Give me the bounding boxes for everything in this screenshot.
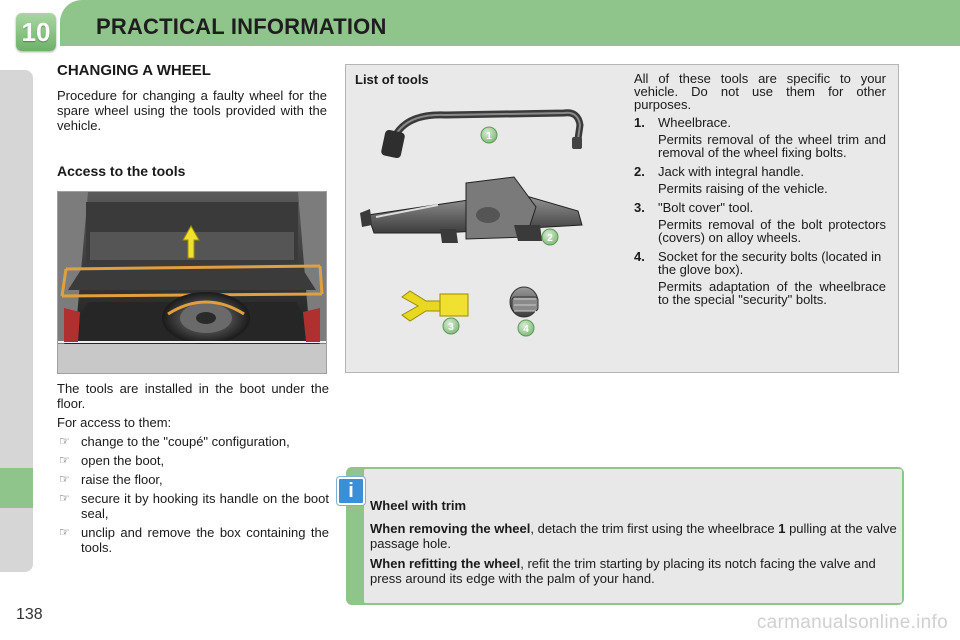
list-item <box>57 491 329 521</box>
svg-text:1: 1 <box>486 131 492 142</box>
tool-number: 4. <box>634 249 645 264</box>
list-item <box>57 472 329 487</box>
boot-photo <box>57 191 327 374</box>
tool-name: Wheelbrace. <box>658 115 731 130</box>
access-location-text: The tools are installed in the boot under the floor. <box>57 381 329 411</box>
removing-ref: 1 <box>778 521 786 536</box>
info-icon: i <box>337 477 365 505</box>
info-refitting-paragraph <box>370 556 898 586</box>
step-text: unclip and remove the box containing the tools. <box>81 525 329 555</box>
tool-number: 3. <box>634 200 645 215</box>
security-socket-image <box>510 287 538 317</box>
tools-panel <box>345 64 899 373</box>
step-text: raise the floor, <box>81 472 163 487</box>
page-number: 138 <box>16 606 43 623</box>
pointing-hand-icon: ☞ <box>59 491 70 505</box>
chapter-badge: 10 <box>16 13 56 51</box>
info-text <box>370 498 898 591</box>
callout-badge-2 <box>542 229 558 245</box>
refitting-label: When refitting the wheel <box>370 556 521 571</box>
side-rail-bottom <box>0 508 33 572</box>
tools-heading: List of tools <box>355 72 429 87</box>
tool-desc: Permits raising of the vehicle. <box>658 181 828 196</box>
list-item <box>57 525 329 555</box>
tools-lead-text: All of these tools are specific to your vehicle. Do not use them for other purposes. <box>634 71 886 112</box>
pointing-hand-icon: ☞ <box>59 434 70 448</box>
tool-item-bolt-cover-tool <box>634 201 886 244</box>
svg-text:2: 2 <box>547 233 553 244</box>
pointing-hand-icon: ☞ <box>59 472 70 486</box>
list-item <box>57 453 329 468</box>
tool-item-jack <box>634 165 886 195</box>
tools-illustration <box>346 65 636 365</box>
tool-name: Socket for the security bolts (located in the glove box). <box>658 249 882 277</box>
chapter-title: PRACTICAL INFORMATION <box>96 14 387 39</box>
side-rail-top <box>0 70 33 468</box>
tools-description <box>634 72 886 312</box>
tool-item-wheelbrace <box>634 116 886 159</box>
watermark: carmanualsonline.info <box>756 612 948 633</box>
step-text: open the boot, <box>81 453 165 468</box>
boot-illustration <box>58 192 326 373</box>
intro-text: Procedure for changing a faulty wheel for the spare wheel using the tools provided with the vehicle. <box>57 88 327 133</box>
list-item <box>57 434 329 449</box>
svg-text:4: 4 <box>523 324 529 335</box>
access-title: Access to the tools <box>57 163 186 179</box>
side-rail-chapter-tab <box>0 468 33 508</box>
removing-label: When removing the wheel <box>370 521 531 536</box>
removing-text-b: pulling at the valve passage hole. <box>370 521 897 551</box>
step-text: secure it by hooking its handle on the boot seal, <box>81 491 329 521</box>
callout-badge-4 <box>518 320 534 336</box>
tool-desc: Permits adaptation of the wheelbrace to the special "security" bolts. <box>658 279 886 307</box>
tool-desc: Permits removal of the wheel trim and removal of the wheel fixing bolts. <box>658 132 886 160</box>
info-removing-paragraph <box>370 521 898 551</box>
header-tab <box>60 0 90 46</box>
callout-badge-3 <box>443 318 459 334</box>
access-steps-list <box>57 434 329 555</box>
access-lead-in: For access to them: <box>57 415 172 430</box>
tool-name: Jack with integral handle. <box>658 164 804 179</box>
tool-name: "Bolt cover" tool. <box>658 200 754 215</box>
bolt-cover-tool-image <box>402 291 468 321</box>
info-title: Wheel with trim <box>370 498 467 513</box>
section-title: CHANGING A WHEEL <box>57 62 211 79</box>
pointing-hand-icon: ☞ <box>59 453 70 467</box>
pointing-hand-icon: ☞ <box>59 525 70 539</box>
tool-desc: Permits removal of the bolt protectors (covers) on alloy wheels. <box>658 217 886 245</box>
callout-badge-1 <box>481 127 497 143</box>
refitting-text: , refit the trim starting by placing its notch facing the valve and press around its edge with the palm of your hand. <box>370 556 876 586</box>
tool-item-security-socket <box>634 250 886 306</box>
step-text: change to the "coupé" configuration, <box>81 434 290 449</box>
access-instructions <box>57 381 329 559</box>
svg-text:3: 3 <box>448 322 454 333</box>
tool-number: 1. <box>634 115 645 130</box>
removing-text-a: , detach the trim first using the wheelbrace <box>530 521 779 536</box>
tool-number: 2. <box>634 164 645 179</box>
